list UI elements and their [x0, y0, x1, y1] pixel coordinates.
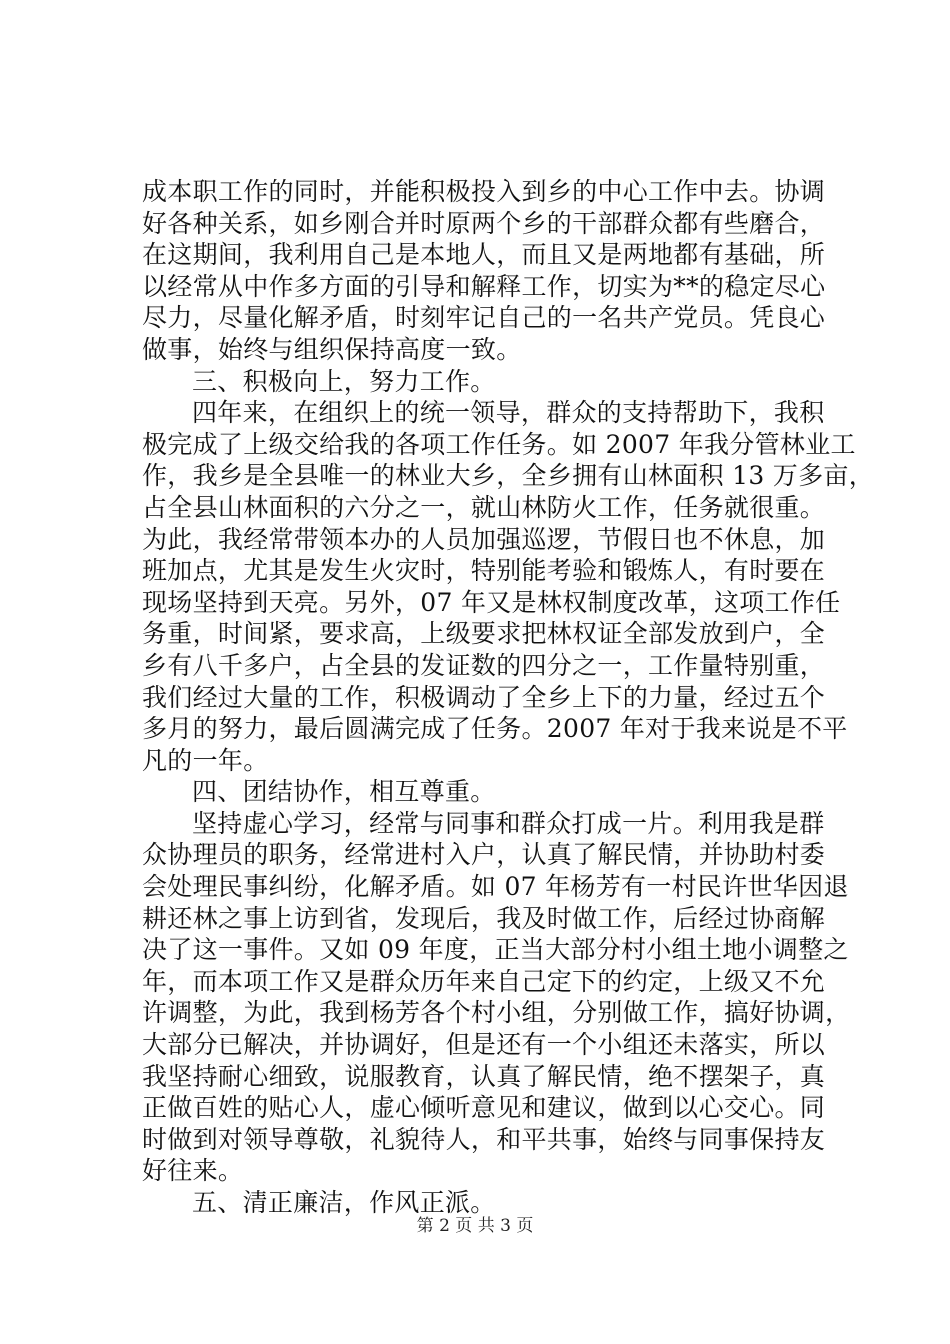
body-line: 耕还林之事上访到省，发现后，我及时做工作，后经过协商解: [142, 903, 826, 933]
page-footer: [0, 1215, 950, 1237]
body-line: 凡的一年。: [142, 745, 269, 775]
body-line: 务重，时间紧，要求高，上级要求把林权证全部发放到户，全: [142, 619, 826, 649]
body-line: 为此，我经常带领本办的人员加强巡逻，节假日也不休息，加: [142, 524, 826, 554]
body-line: 现场坚持到天亮。另外，07 年又是林权制度改革，这项工作任: [142, 587, 841, 617]
body-line: 好各种关系，如乡刚合并时原两个乡的干部群众都有些磨合，: [142, 208, 826, 238]
body-line: 会处理民事纠纷，化解矛盾。如 07 年杨芳有一村民许世华因退: [142, 872, 849, 902]
body-line: 大部分已解决，并协调好，但是还有一个小组还未落实，所以: [142, 1030, 826, 1060]
section-heading: 四、团结协作，相互尊重。: [192, 777, 496, 807]
document-body: [142, 176, 875, 1219]
body-line: 多月的努力，最后圆满完成了任务。2007 年对于我来说是不平: [142, 714, 848, 744]
body-line: 好往来。: [142, 1156, 244, 1186]
body-line: 坚持虚心学习，经常与同事和群众打成一片。利用我是群: [192, 808, 825, 838]
body-line: 正做百姓的贴心人，虚心倾听意见和建议，做到以心交心。同: [142, 1093, 826, 1123]
body-line: 决了这一事件。又如 09 年度，正当大部分村小组土地小调整之: [142, 935, 849, 965]
body-line: 成本职工作的同时，并能积极投入到乡的中心工作中去。协调: [142, 177, 826, 206]
body-line: 我们经过大量的工作，积极调动了全乡上下的力量，经过五个: [142, 682, 826, 712]
page-number: 第 2 页 共 3 页: [416, 1216, 534, 1236]
body-line: 班加点，尤其是发生火灾时，特别能考验和锻炼人，有时要在: [142, 556, 826, 586]
body-line: 许调整，为此，我到杨芳各个村小组，分别做工作，搞好协调，: [142, 998, 851, 1028]
body-line: 以经常从中作多方面的引导和解释工作，切实为**的稳定尽心: [142, 271, 826, 301]
body-line: 我坚持耐心细致，说服教育，认真了解民情，绝不摆架子，真: [142, 1061, 826, 1091]
body-line: 四年来，在组织上的统一领导，群众的支持帮助下，我积: [192, 398, 825, 428]
body-line: 乡有八千多户，占全县的发证数的四分之一，工作量特别重，: [142, 650, 826, 680]
section-heading: 三、积极向上，努力工作。: [192, 366, 496, 396]
body-line: 极完成了上级交给我的各项工作任务。如 2007 年我分管林业工: [142, 429, 856, 459]
body-line: 年，而本项工作又是群众历年来自己定下的约定，上级又不允: [142, 966, 826, 996]
body-line: 作，我乡是全县唯一的林业大乡，全乡拥有山林面积 13 万多亩，: [142, 461, 875, 491]
body-line: 在这期间，我利用自己是本地人，而且又是两地都有基础，所: [142, 240, 826, 270]
body-line: 尽力，尽量化解矛盾，时刻牢记自己的一名共产党员。凭良心: [142, 303, 826, 333]
section-heading: 五、清正廉洁，作风正派。: [192, 1188, 496, 1217]
body-line: 众协理员的职务，经常进村入户，认真了解民情，并协助村委: [142, 840, 826, 870]
body-line: 时做到对领导尊敬，礼貌待人，和平共事，始终与同事保持友: [142, 1124, 826, 1154]
body-line: 占全县山林面积的六分之一，就山林防火工作，任务就很重。: [142, 492, 826, 522]
body-line: 做事，始终与组织保持高度一致。: [142, 334, 522, 364]
